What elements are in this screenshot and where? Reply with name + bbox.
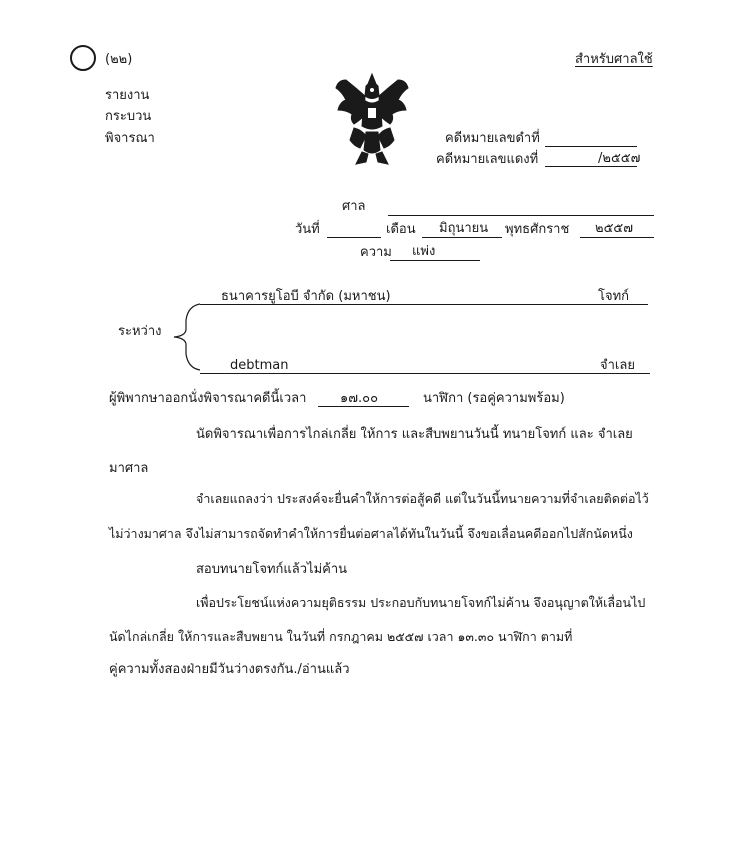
sitting-time-line (318, 406, 409, 407)
matter-line (390, 260, 480, 261)
day-line (327, 237, 381, 238)
defendant-name: debtman (230, 358, 289, 373)
form-number: (๒๒) (105, 52, 133, 67)
month-line (422, 237, 502, 238)
month-label: เดือน (386, 222, 416, 237)
left-label-process: กระบวน (105, 109, 152, 124)
court-name-line (388, 215, 654, 216)
form-circle-icon (70, 45, 96, 71)
for-court-use-label: สำหรับศาลใช้ (575, 52, 653, 67)
matter-value: แพ่ง (412, 244, 436, 259)
body-line-4: ไม่ว่างมาศาล จึงไม่สามารถจัดทำคำให้การยื่นต่อศาลได้ทันในวันนี้ จึงขอเลื่อนคดีออกไปสักนัดหนึ่ง (109, 526, 633, 541)
month-value: มิถุนายน (439, 221, 489, 236)
defendant-label: จำเลย (600, 358, 635, 373)
body-line-8: คู่ความทั้งสองฝ่ายมีวันว่างตรงกัน./อ่านแล้ว (109, 662, 350, 677)
body-line-2: มาศาล (109, 461, 149, 476)
body-line-3: จำเลยแถลงว่า ประสงค์จะยื่นคำให้การต่อสู้คดี แต่ในวันนี้ทนายความที่จำเลยติดต่อไว้ (196, 491, 649, 506)
year-label: พุทธศักราช (505, 222, 570, 237)
plaintiff-line (200, 304, 648, 305)
defendant-line (200, 373, 650, 374)
body-line-7: นัดไกล่เกลี่ย ให้การและสืบพยาน ในวันที่ กรกฎาคม ๒๕๕๗ เวลา ๑๓.๓๐ นาฬิกา ตามที่ (109, 629, 573, 644)
sitting-suffix: นาฬิกา (รอคู่ความพร้อม) (423, 391, 565, 406)
between-label: ระหว่าง (118, 324, 162, 339)
court-label: ศาล (342, 199, 366, 214)
black-case-number-line (545, 146, 637, 147)
body-line-5: สอบทนายโจทก์แล้วไม่ค้าน (196, 562, 348, 577)
plaintiff-label: โจทก์ (598, 289, 630, 304)
year-value: ๒๕๕๗ (595, 221, 634, 236)
plaintiff-name: ธนาคารยูโอบี จำกัด (มหาชน) (221, 289, 391, 304)
black-case-label: คดีหมายเลขดำที่ (445, 131, 540, 146)
red-case-number-line (545, 166, 637, 167)
body-line-1: นัดพิจารณาเพื่อการไกล่เกลี่ย ให้การ และสืบพยานวันนี้ ทนายโจทก์ และ จำเลย (196, 427, 633, 442)
day-label: วันที่ (295, 222, 320, 237)
year-line (580, 237, 654, 238)
sitting-text: ผู้พิพากษาออกนั่งพิจารณาคดีนี้เวลา (109, 391, 307, 406)
brace-icon (168, 300, 202, 374)
garuda-emblem-icon (332, 70, 412, 170)
sitting-time: ๑๗.๐๐ (340, 391, 379, 406)
left-label-report: รายงาน (105, 88, 150, 103)
body-line-6: เพื่อประโยชน์แห่งความยุติธรรม ประกอบกับทนายโจทก์ไม่ค้าน จึงอนุญาตให้เลื่อนไป (196, 595, 646, 610)
red-case-value: /๒๕๕๗ (598, 151, 641, 166)
red-case-label: คดีหมายเลขแดงที่ (436, 152, 539, 167)
matter-label: ความ (360, 245, 392, 260)
left-label-hearing: พิจารณา (105, 131, 155, 146)
